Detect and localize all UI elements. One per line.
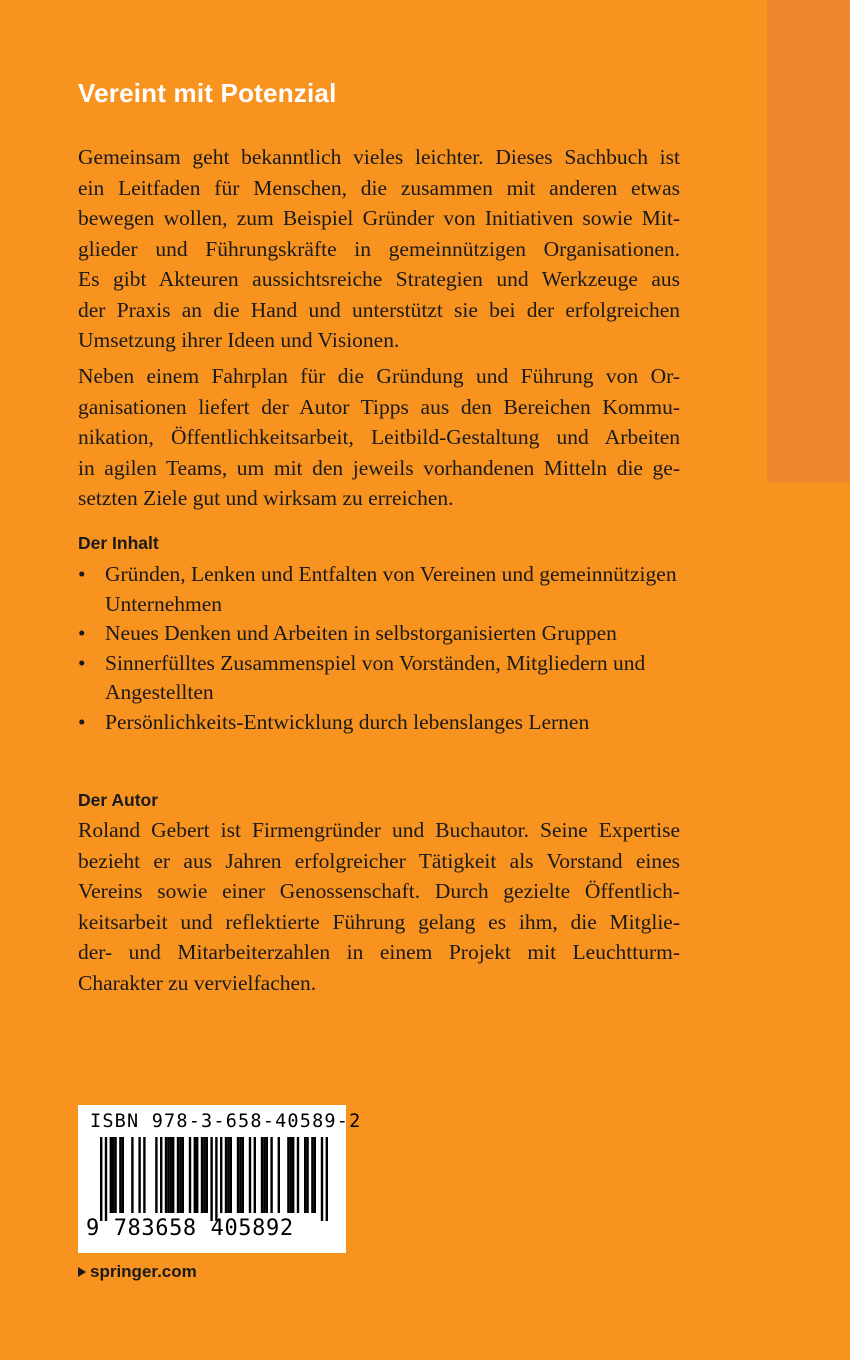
barcode-bar [177, 1137, 179, 1213]
content-list [78, 560, 678, 737]
barcode-bar [105, 1137, 107, 1221]
barcode-bar [326, 1137, 328, 1221]
barcode-bar [167, 1137, 169, 1213]
barcode-bar [215, 1137, 217, 1221]
barcode-bar [189, 1137, 191, 1213]
barcode-bar [287, 1137, 289, 1213]
author-heading: Der Autor [78, 790, 159, 810]
barcode-bar [237, 1137, 239, 1213]
barcode-bar [196, 1137, 198, 1213]
barcode-bar [321, 1137, 323, 1221]
barcode-bar [266, 1137, 268, 1213]
author-line: keitsarbeit und reflektierte Führung gelang es ihm, die Mitglie- [78, 909, 680, 934]
barcode-bar [165, 1137, 167, 1213]
second-line: Neben einem Fahrplan für die Gründung und Führung von Or- [78, 364, 680, 388]
barcode-bar [263, 1137, 265, 1213]
barcode-bar [179, 1137, 181, 1213]
list-item-text: Persönlichkeits-Entwicklung durch lebenslanges Lernen [105, 709, 590, 734]
barcode-bar [201, 1137, 203, 1213]
barcode-bar [314, 1137, 316, 1213]
barcode-bar [261, 1137, 263, 1213]
publisher-link[interactable] [78, 1262, 197, 1282]
content-heading: Der Inhalt [78, 533, 159, 553]
bullet-icon: • [78, 709, 86, 734]
intro-paragraph [78, 142, 680, 356]
second-paragraph [78, 361, 680, 514]
intro-line: ein Leitfaden für Menschen, die zusammen mit anderen etwas [78, 175, 680, 200]
barcode-bar [194, 1137, 196, 1213]
publisher-link-text: springer.com [90, 1262, 197, 1281]
barcode-bar [306, 1137, 308, 1213]
list-item [78, 560, 678, 619]
barcode-bar [311, 1137, 313, 1213]
cover-edge-strip [767, 0, 850, 482]
list-item [78, 708, 678, 738]
barcode-bar [122, 1137, 124, 1213]
author-line: der- und Mitarbeiterzahlen in einem Projekt mit Leuchtturm- [78, 940, 680, 964]
barcode-bar [119, 1137, 121, 1213]
cover-heading: Vereint mit Potenzial [78, 78, 337, 108]
barcode-bar [110, 1137, 112, 1213]
intro-line: glieder und Führungskräfte in gemeinnützigen Organisationen. [78, 236, 680, 261]
barcode-bar [270, 1137, 272, 1213]
barcode-bar [143, 1137, 145, 1213]
list-item-text: Sinnerfülltes Zusammenspiel von Vorständen, Mitgliedern und Angestellten [105, 650, 646, 704]
intro-line: bewegen wollen, zum Beispiel Gründer von Initiativen sowie Mit- [78, 206, 680, 230]
bullet-icon: • [78, 562, 86, 586]
barcode-bar [138, 1137, 140, 1213]
author-line: Vereins sowie einer Genossenschaft. Durch gezielte Öffentlich- [78, 879, 680, 903]
second-line: ganisationen liefert der Autor Tipps aus den Bereichen Kommu- [78, 394, 680, 419]
barcode-bar [220, 1137, 222, 1213]
barcode-bar [227, 1137, 229, 1213]
barcode-bar [292, 1137, 294, 1213]
barcode-bar [225, 1137, 227, 1213]
second-line: in agilen Teams, um mit den jeweils vorhandenen Mitteln die ge- [78, 455, 680, 480]
intro-line: Umsetzung ihrer Ideen und Visionen. [78, 328, 400, 352]
author-line: bezieht er aus Jahren erfolgreicher Tätigkeit als Vorstand eines [78, 848, 680, 873]
barcode-bar [100, 1137, 102, 1221]
isbn-label: ISBN 978-3-658-40589-2 [90, 1111, 362, 1132]
barcode-bar [230, 1137, 232, 1213]
list-item [78, 649, 678, 708]
barcode-bar [155, 1137, 157, 1213]
intro-line: der Praxis an die Hand und unterstützt sie bei der erfolgreichen [78, 297, 680, 322]
barcode-bar [131, 1137, 133, 1213]
barcode-bar [170, 1137, 172, 1213]
barcode-bar [210, 1137, 212, 1221]
author-line: Charakter zu vervielfachen. [78, 970, 317, 995]
list-item-text: Neues Denken und Arbeiten in selbstorganisierten Gruppen [105, 621, 617, 645]
list-item-text: Gründen, Lenken und Entfalten von Vereinen und gemeinnützigen Unternehmen [105, 562, 677, 616]
barcode-bar [297, 1137, 299, 1213]
barcode-bars [90, 1137, 334, 1221]
barcode-bar [182, 1137, 184, 1213]
ean-digits: 9 783658 405892 [86, 1216, 294, 1241]
second-line: nikation, Öffentlichkeitsarbeit, Leitbild-Gestaltung und Arbeiten [78, 425, 680, 449]
list-item [78, 619, 678, 649]
arrow-right-icon [78, 1267, 86, 1277]
barcode-bar [160, 1137, 162, 1213]
barcode-bar [114, 1137, 116, 1213]
barcode-bar [242, 1137, 244, 1213]
intro-line: Gemeinsam geht bekanntlich vieles leichter. Dieses Sachbuch ist [78, 145, 680, 169]
barcode-bar [206, 1137, 208, 1213]
bullet-icon: • [78, 650, 86, 675]
second-line: setzten Ziele gut und wirksam zu erreichen. [78, 486, 454, 510]
barcode-bar [290, 1137, 292, 1213]
barcode-bar [304, 1137, 306, 1213]
barcode-bar [278, 1137, 280, 1213]
barcode-bar [203, 1137, 205, 1213]
barcode-bar [239, 1137, 241, 1213]
barcode-bar [254, 1137, 256, 1213]
author-paragraph [78, 815, 680, 998]
barcode-bar [112, 1137, 114, 1213]
barcode-bar [172, 1137, 174, 1213]
bullet-icon: • [78, 621, 86, 645]
intro-line: Es gibt Akteuren aussichtsreiche Strategien und Werkzeuge aus [78, 267, 680, 291]
barcode-bar [249, 1137, 251, 1213]
isbn-barcode [78, 1105, 362, 1253]
author-line: Roland Gebert ist Firmengründer und Buchautor. Seine Expertise [78, 818, 680, 842]
